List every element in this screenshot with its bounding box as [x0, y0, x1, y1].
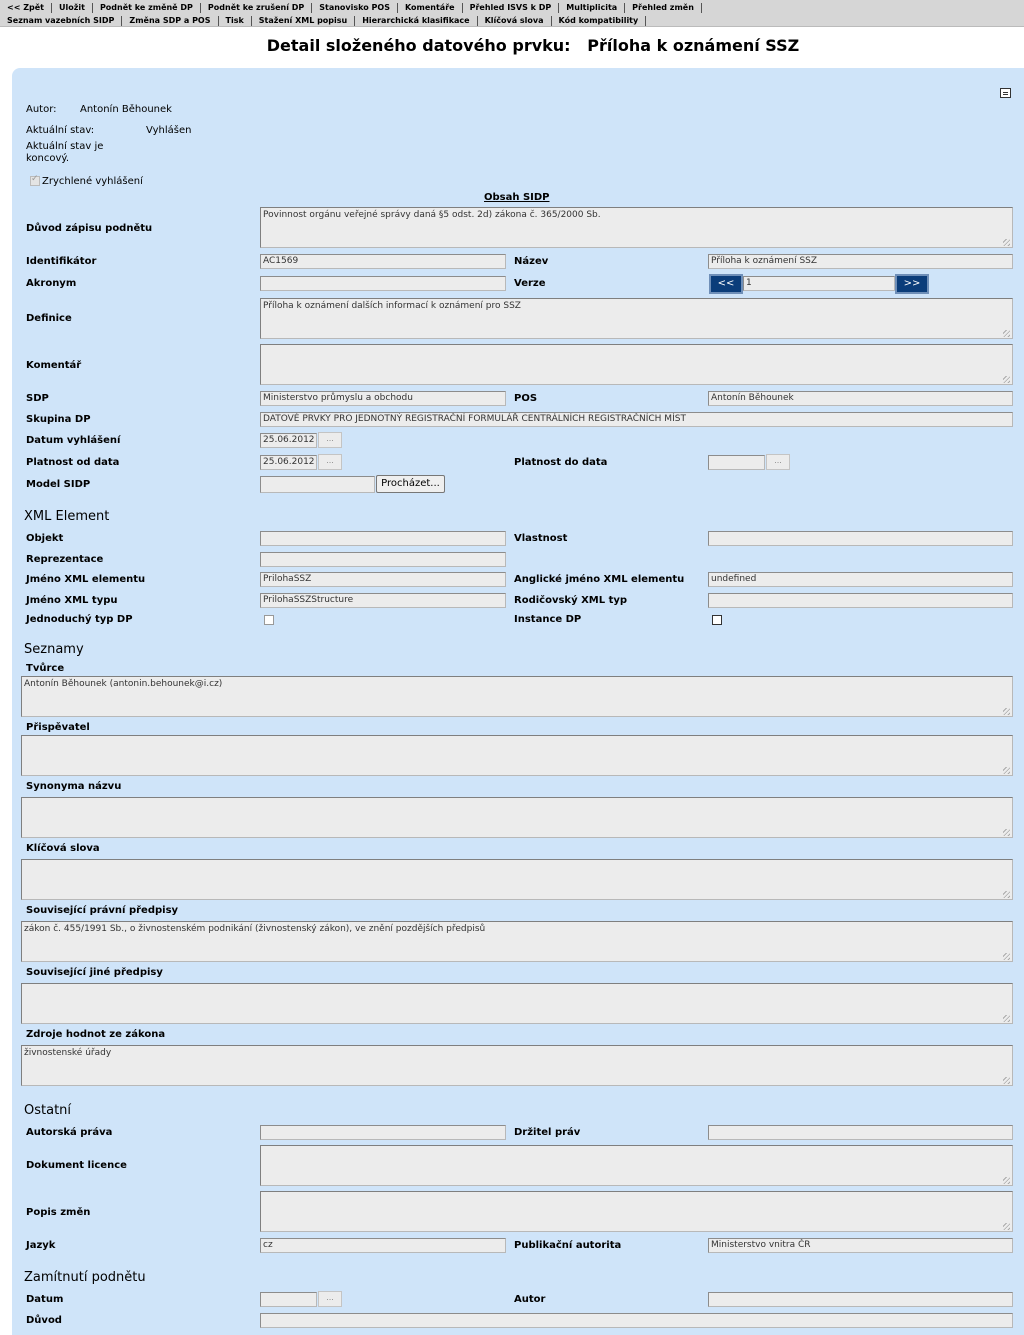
platnost-do-input[interactable]: [708, 455, 765, 470]
reprezentace-label: Reprezentace: [26, 554, 104, 565]
platnost-od-picker-button[interactable]: ...: [318, 454, 342, 470]
koncovy-label-2: koncový.: [26, 153, 70, 164]
vlastnost-input[interactable]: [708, 531, 1013, 546]
hierarchical-classification-button[interactable]: Hierarchická klasifikace: [355, 16, 477, 26]
autor-value: Antonín Běhounek: [80, 104, 172, 115]
datum-vyhlaseni-picker-button[interactable]: ...: [318, 432, 342, 448]
collapse-icon[interactable]: [1000, 88, 1011, 98]
zrychlene-label: Zrychlené vyhlášení: [42, 176, 143, 187]
duvod-value: Povinnost orgánu veřejné správy daná §5 odst. 2d) zákona č. 365/2000 Sb.: [263, 210, 601, 220]
klicova-slova-textarea[interactable]: [21, 859, 1013, 900]
nazev-input[interactable]: Příloha k oznámení SSZ: [708, 254, 1013, 269]
skupina-label: Skupina DP: [26, 414, 91, 425]
pravni-predpisy-textarea[interactable]: [21, 921, 1013, 962]
akronym-input[interactable]: [260, 276, 506, 291]
ostatni-header: Ostatní: [24, 1103, 72, 1118]
pos-input[interactable]: Antonín Běhounek: [708, 391, 1013, 406]
jednoduchy-typ-label: Jednoduchý typ DP: [26, 614, 133, 625]
multiplicity-button[interactable]: Multiplicita: [559, 3, 625, 13]
version-prev-button[interactable]: <<: [709, 274, 743, 294]
tvurce-label: Tvůrce: [26, 663, 65, 674]
pravni-predpisy-value: zákon č. 455/1991 Sb., o živnostenském podnikání (živnostenský zákon), ve znění pozdějších předpisů: [24, 924, 486, 934]
drzitel-prav-label: Držitel práv: [514, 1127, 581, 1138]
popis-zmen-label: Popis změn: [26, 1207, 91, 1218]
resize-grip-icon[interactable]: [1003, 1177, 1010, 1184]
anglicke-jmeno-label: Anglické jméno XML elementu: [514, 574, 685, 585]
comments-button[interactable]: Komentáře: [398, 3, 463, 13]
jmeno-xml-elementu-input[interactable]: PrilohaSSZ: [260, 572, 506, 587]
toolbar: [0, 0, 1024, 27]
change-request-button[interactable]: Podnět ke změně DP: [93, 3, 201, 13]
jazyk-label: Jazyk: [26, 1240, 56, 1251]
definice-value: Příloha k oznámení dalších informací k oznámení pro SSZ: [263, 301, 521, 311]
zamitnuti-duvod-input[interactable]: [260, 1313, 1013, 1328]
xml-element-header: XML Element: [24, 509, 110, 524]
resize-grip-icon[interactable]: [1003, 1223, 1010, 1230]
zamitnuti-autor-input[interactable]: [708, 1292, 1013, 1307]
objekt-input[interactable]: [260, 531, 506, 546]
tvurce-textarea[interactable]: [21, 676, 1013, 717]
definice-textarea[interactable]: [260, 298, 1013, 339]
popis-zmen-textarea[interactable]: [260, 1191, 1013, 1232]
zrychlene-checkbox[interactable]: [30, 176, 40, 186]
download-xml-button[interactable]: Stažení XML popisu: [252, 16, 355, 26]
datum-vyhlaseni-input[interactable]: 25.06.2012: [260, 433, 317, 448]
jmeno-xml-typu-input[interactable]: PrilohaSSZStructure: [260, 593, 506, 608]
zdroje-hodnot-value: živnostenské úřady: [24, 1048, 112, 1058]
rodicovsky-typ-input[interactable]: [708, 593, 1013, 608]
drzitel-prav-input[interactable]: [708, 1125, 1013, 1140]
identifikator-input[interactable]: AC1569: [260, 254, 506, 269]
sdp-input[interactable]: Ministerstvo průmyslu a obchodu: [260, 391, 506, 406]
stav-label: Aktuální stav:: [26, 125, 95, 136]
sdp-label: SDP: [26, 393, 49, 404]
platnost-od-label: Platnost od data: [26, 457, 120, 468]
zdroje-hodnot-textarea[interactable]: [21, 1045, 1013, 1086]
prispevatel-label: Přispěvatel: [26, 722, 90, 733]
zamitnuti-header: Zamítnutí podnětu: [24, 1270, 146, 1285]
page-title: Detail složeného datového prvku: Příloha k oznámení SSZ: [266, 36, 800, 55]
akronym-label: Akronym: [26, 278, 77, 289]
identifikator-label: Identifikátor: [26, 256, 97, 267]
duvod-label: Důvod zápisu podnětu: [26, 223, 153, 234]
resize-grip-icon[interactable]: [1003, 708, 1010, 715]
synonyma-label: Synonyma názvu: [26, 781, 122, 792]
version-next-button[interactable]: >>: [895, 274, 929, 294]
dokument-licence-textarea[interactable]: [260, 1145, 1013, 1186]
publikacni-autorita-input[interactable]: Ministerstvo vnitra ČR: [708, 1238, 1013, 1253]
synonyma-textarea[interactable]: [21, 797, 1013, 838]
resize-grip-icon[interactable]: [1003, 1077, 1010, 1084]
anglicke-jmeno-input[interactable]: undefined: [708, 572, 1013, 587]
isvs-overview-button[interactable]: Přehled ISVS k DP: [463, 3, 560, 13]
toolbar-row-1: [0, 1, 702, 14]
changes-overview-button[interactable]: Přehled změn: [625, 3, 702, 13]
model-label: Model SIDP: [26, 479, 91, 490]
verze-label: Verze: [514, 278, 546, 289]
reprezentace-input[interactable]: [260, 552, 506, 567]
prispevatel-textarea[interactable]: [21, 735, 1013, 776]
resize-grip-icon[interactable]: [1003, 953, 1010, 960]
toolbar-row-2: [0, 14, 646, 27]
tvurce-value: Antonín Běhounek (antonin.behounek@i.cz): [24, 679, 223, 689]
resize-grip-icon[interactable]: [1003, 829, 1010, 836]
stav-value: Vyhlášen: [146, 125, 192, 136]
cancel-request-button[interactable]: Podnět ke zrušení DP: [201, 3, 312, 13]
definice-label: Definice: [26, 313, 72, 324]
rodicovsky-typ-label: Rodičovský XML typ: [514, 595, 628, 606]
resize-grip-icon[interactable]: [1003, 1015, 1010, 1022]
save-button[interactable]: Uložit: [52, 3, 93, 13]
jmeno-xml-elementu-label: Jméno XML elementu: [26, 574, 146, 585]
objekt-label: Objekt: [26, 533, 64, 544]
obsah-sidp-link[interactable]: Obsah SIDP: [484, 192, 550, 203]
verze-input[interactable]: 1: [743, 276, 895, 291]
resize-grip-icon[interactable]: [1003, 767, 1010, 774]
platnost-od-input[interactable]: 25.06.2012: [260, 455, 317, 470]
resize-grip-icon[interactable]: [1003, 376, 1010, 383]
instance-dp-checkbox[interactable]: [712, 615, 722, 625]
komentar-label: Komentář: [26, 360, 82, 371]
seznamy-header: Seznamy: [24, 642, 84, 657]
autorska-prava-input[interactable]: [260, 1125, 506, 1140]
zamitnuti-datum-picker-button[interactable]: ...: [318, 1291, 342, 1307]
komentar-textarea[interactable]: [260, 344, 1013, 385]
resize-grip-icon[interactable]: [1003, 330, 1010, 337]
autorska-prava-label: Autorská práva: [26, 1127, 113, 1138]
compatibility-code-button[interactable]: Kód kompatibility: [552, 16, 647, 26]
print-button[interactable]: Tisk: [219, 16, 252, 26]
instance-dp-label: Instance DP: [514, 614, 582, 625]
jine-predpisy-label: Související jiné předpisy: [26, 967, 163, 978]
publikacni-autorita-label: Publikační autorita: [514, 1240, 622, 1251]
zdroje-hodnot-label: Zdroje hodnot ze zákona: [26, 1029, 166, 1040]
back-button[interactable]: << Zpět: [0, 3, 52, 13]
zamitnuti-duvod-label: Důvod: [26, 1315, 62, 1326]
jednoduchy-typ-checkbox[interactable]: [264, 615, 274, 625]
zamitnuti-datum-input[interactable]: [260, 1292, 317, 1307]
keywords-button[interactable]: Klíčová slova: [478, 16, 552, 26]
klicova-slova-label: Klíčová slova: [26, 843, 100, 854]
skupina-input[interactable]: DATOVÉ PRVKY PRO JEDNOTNÝ REGISTRAČNÍ FORMULÁŘ CENTRÁLNÍCH REGISTRAČNÍCH MÍST: [260, 412, 1013, 427]
jmeno-xml-typu-label: Jméno XML typu: [26, 595, 118, 606]
platnost-do-label: Platnost do data: [514, 457, 608, 468]
change-sdp-pos-button[interactable]: Změna SDP a POS: [122, 16, 218, 26]
zamitnuti-datum-label: Datum: [26, 1294, 64, 1305]
pos-opinion-button[interactable]: Stanovisko POS: [312, 3, 398, 13]
nazev-label: Název: [514, 256, 549, 267]
jine-predpisy-textarea[interactable]: [21, 983, 1013, 1024]
zamitnuti-autor-label: Autor: [514, 1294, 546, 1305]
pos-label: POS: [514, 393, 538, 404]
binding-list-button[interactable]: Seznam vazebních SIDP: [0, 16, 122, 26]
jazyk-input[interactable]: cz: [260, 1238, 506, 1253]
resize-grip-icon[interactable]: [1003, 239, 1010, 246]
vlastnost-label: Vlastnost: [514, 533, 568, 544]
resize-grip-icon[interactable]: [1003, 891, 1010, 898]
platnost-do-picker-button[interactable]: ...: [766, 454, 790, 470]
pravni-predpisy-label: Související právní předpisy: [26, 905, 179, 916]
dokument-licence-label: Dokument licence: [26, 1160, 127, 1171]
model-file-input[interactable]: [260, 476, 375, 493]
koncovy-label-1: Aktuální stav je: [26, 141, 104, 152]
duvod-textarea[interactable]: [260, 207, 1013, 248]
datum-vyhlaseni-label: Datum vyhlášení: [26, 435, 121, 446]
browse-button[interactable]: Procházet...: [376, 475, 445, 493]
autor-label: Autor:: [26, 104, 57, 115]
